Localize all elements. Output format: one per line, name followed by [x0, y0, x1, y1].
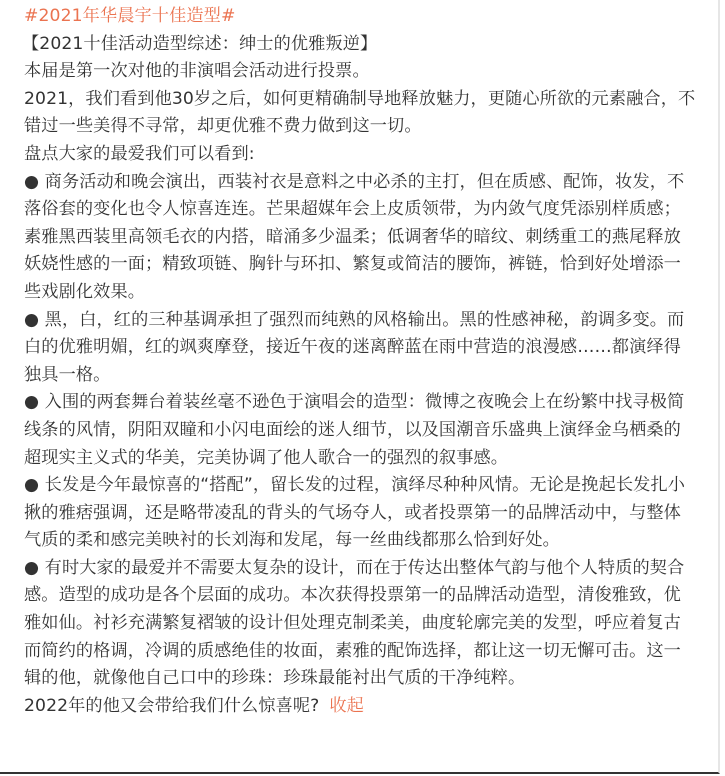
intro-line: 本届是第一次对他的非演唱会活动进行投票。 [24, 61, 370, 82]
text-line: ● 有时大家的最爱并不需要太复杂的设计，而在于传达出整体气韵与他个人特质的契合 [24, 557, 685, 578]
text-line: 线条的风情，阴阳双瞳和小闪电面绘的迷人细节，以及国潮音乐盛典上演绎金乌栖桑的 [24, 419, 681, 440]
paragraph-2021 [24, 86, 696, 141]
text-line: ● 黑，白，红的三种基调承担了强烈而纯熟的风格输出。黑的性感神秘，韵调多变。而 [24, 309, 685, 330]
text-line: 揪的雅痞强调，还是略带凌乱的背头的气场夺人，或者投票第一的品牌活动中，与整体 [24, 502, 681, 523]
text-line: 白的优雅明媚，红的飒爽摩登，接近午夜的迷离醉蓝在雨中营造的浪漫感……都演绎得 [24, 337, 681, 358]
text-line: 感。造型的成功是各个层面的成功。本次获得投票第一的品牌活动造型，清俊雅致，优 [24, 585, 681, 606]
text-line: 妖娆性感的一面；精致项链、胸针与环扣、繁复或简洁的腰饰，裤链，恰到好处增添一 [24, 254, 681, 275]
text-line: 超现实主义式的华美，完美协调了他人歌合一的强烈的叙事感。 [24, 447, 509, 468]
closing-text: 2022年的他又会带给我们什么惊喜呢? [24, 695, 320, 716]
text-line: 而简约的格调，冷调的质感绝佳的妆面，素雅的配饰选择，都让这一切无懈可击。这一 [24, 640, 681, 661]
text-line: 落俗套的变化也令人惊喜连连。芒果超媒年会上皮质领带，为内敛气度凭添别样质感； [24, 199, 681, 220]
text-line: 素雅黑西装里高领毛衣的内搭，暗涌多少温柔；低调奢华的暗纹、刺绣重工的燕尾释放 [24, 226, 681, 247]
text-line: ● 入围的两套舞台着装丝毫不逊色于演唱会的造型：微博之夜晚会上在纷繁中找寻极简 [24, 392, 685, 413]
bullet-stage-outfits [24, 389, 696, 472]
text-line: 雅如仙。衬衫充满繁复褶皱的设计但处理克制柔美，曲度轮廓完美的发型，呼应着复古 [24, 613, 681, 634]
bullet-simple-design [24, 555, 696, 693]
collapse-link[interactable]: 收起 [329, 695, 364, 716]
text-line: 些戏剧化效果。 [24, 281, 146, 302]
text-line: 错过一些美得不寻常，却更优雅不费力做到这一切。 [24, 116, 422, 137]
text-line: ● 商务活动和晚会演出，西装衬衣是意料之中必杀的主打，但在质感、配饰，妆发，不 [24, 171, 685, 192]
topic-hashtag-link[interactable]: #2021年华晨宇十佳造型# [24, 6, 236, 26]
summary-intro: 盘点大家的最爱我们可以看到: [24, 143, 255, 164]
text-line: 独具一格。 [24, 364, 111, 385]
bullet-business-events [24, 169, 696, 307]
post-title: 【2021十佳活动造型综述：绅士的优雅叛逆】 [22, 33, 378, 54]
text-line: 2021，我们看到他30岁之后，如何更精确制导地释放魅力，更随心所欲的元素融合，不 [24, 88, 696, 109]
bullet-long-hair [24, 472, 696, 555]
text-line: ● 长发是今年最惊喜的“搭配”，留长发的过程，演绎尽种种风情。无论是挽起长发扎小 [24, 475, 686, 496]
text-line: 辑的他，就像他自己口中的珍珠：珍珠最能衬出气质的干净纯粹。 [24, 668, 526, 689]
text-line: 气质的柔和感完美映衬的长刘海和发尾，每一丝曲线都那么恰到好处。 [24, 530, 560, 551]
post-body [24, 3, 696, 720]
bullet-color-tones [24, 307, 696, 390]
closing-line [24, 693, 696, 721]
